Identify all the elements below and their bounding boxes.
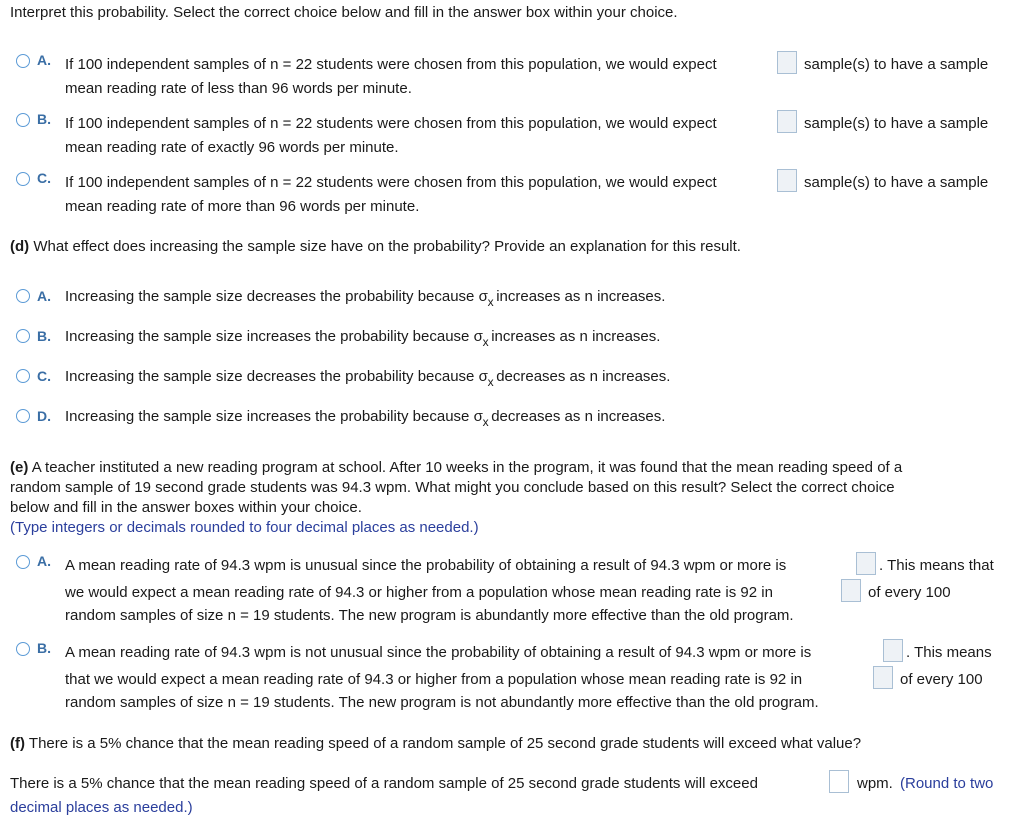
part-label: (d) <box>10 238 30 255</box>
radio-d-a[interactable] <box>16 289 30 303</box>
option-text: that we would expect a mean reading rate of 94.3 or higher from a population whose mean reading rate is 92 in <box>65 671 803 688</box>
sigma-x-bar-symbol <box>473 328 489 349</box>
option-letter: B. <box>37 640 51 656</box>
option-text-post: decreases as n increases. <box>496 368 671 385</box>
option-text: we would expect a mean reading rate of 94.3 or higher from a population whose mean reading rate is 92 in <box>65 584 773 601</box>
option-text: mean reading rate of more than 96 words per minute. <box>65 198 420 215</box>
option-text: If 100 independent samples of n = 22 students were chosen from this population, we would expect <box>65 115 717 132</box>
radio-d-d[interactable] <box>16 409 30 423</box>
option-letter: B. <box>37 328 51 344</box>
option-text-pre: Increasing the sample size decreases the probability because <box>65 288 475 305</box>
option-text: random samples of size n = 19 students. The new program is not abundantly more effective than the old program. <box>65 694 819 711</box>
question-text: There is a 5% chance that the mean reading speed of a random sample of 25 second grade students will exceed what value? <box>28 735 862 752</box>
sigma-x-bar-symbol <box>473 408 489 429</box>
radio-d-b[interactable] <box>16 329 30 343</box>
answer-box-c-b[interactable] <box>777 110 797 133</box>
sigma-glyph: σ <box>473 408 483 425</box>
part-f-hint: (Round to two <box>900 775 994 792</box>
option-text: sample(s) to have a sample <box>804 56 989 73</box>
option-text <box>65 288 666 309</box>
answer-box-e-b-probability[interactable] <box>883 639 903 662</box>
x-bar-subscript: x <box>482 415 489 429</box>
option-text: If 100 independent samples of n = 22 students were chosen from this population, we would expect <box>65 56 717 73</box>
option-text: of every 100 <box>868 584 951 601</box>
sigma-x-bar-symbol <box>478 368 494 389</box>
radio-d-c[interactable] <box>16 369 30 383</box>
answer-box-c-a[interactable] <box>777 51 797 74</box>
option-text <box>65 408 666 429</box>
part-f-answer-text: There is a 5% chance that the mean reading speed of a random sample of 25 second grade students will exceed <box>10 775 758 792</box>
option-letter: D. <box>37 408 51 424</box>
radio-c-c[interactable] <box>16 172 30 186</box>
option-text-post: increases as n increases. <box>491 328 661 345</box>
option-text-pre: Increasing the sample size decreases the probability because <box>65 368 475 385</box>
x-bar-subscript: x <box>487 295 494 309</box>
option-text: mean reading rate of less than 96 words per minute. <box>65 80 412 97</box>
part-e-line2: random sample of 19 second grade students was 94.3 wpm. What might you conclude based on this result? Select the correct choice <box>10 479 895 496</box>
answer-box-e-a-count[interactable] <box>841 579 861 602</box>
part-f-unit: wpm. <box>857 775 893 792</box>
option-letter: A. <box>37 553 51 569</box>
answer-box-f[interactable] <box>829 770 849 793</box>
sigma-glyph: σ <box>478 288 488 305</box>
x-bar-subscript: x <box>487 375 494 389</box>
option-text: . This means that <box>879 557 994 574</box>
option-text: sample(s) to have a sample <box>804 174 989 191</box>
radio-e-a[interactable] <box>16 555 30 569</box>
answer-box-e-a-probability[interactable] <box>856 552 876 575</box>
part-label: (e) <box>10 459 29 476</box>
radio-c-a[interactable] <box>16 54 30 68</box>
option-text-pre: Increasing the sample size increases the probability because <box>65 328 470 345</box>
intro-text: Interpret this probability. Select the correct choice below and fill in the answer box within your choice. <box>10 4 678 21</box>
option-letter: C. <box>37 170 51 186</box>
question-text: What effect does increasing the sample size have on the probability? Provide an explanation for this result. <box>33 238 741 255</box>
option-letter: C. <box>37 368 51 384</box>
x-bar-subscript: x <box>482 335 489 349</box>
option-letter: A. <box>37 52 51 68</box>
part-label: (f) <box>10 735 25 752</box>
answer-box-c-c[interactable] <box>777 169 797 192</box>
option-text <box>65 368 671 389</box>
answer-box-e-b-count[interactable] <box>873 666 893 689</box>
radio-c-b[interactable] <box>16 113 30 127</box>
option-text-pre: Increasing the sample size increases the probability because <box>65 408 470 425</box>
sigma-glyph: σ <box>478 368 488 385</box>
part-e-line1 <box>10 459 902 476</box>
sigma-x-bar-symbol <box>478 288 494 309</box>
option-text: If 100 independent samples of n = 22 students were chosen from this population, we would expect <box>65 174 717 191</box>
part-e-hint: (Type integers or decimals rounded to four decimal places as needed.) <box>10 519 479 536</box>
part-f-hint-cont: decimal places as needed.) <box>10 799 193 816</box>
part-d-question <box>10 238 741 255</box>
question-text: A teacher instituted a new reading program at school. After 10 weeks in the program, it was found that the mean reading speed of a <box>31 459 903 476</box>
option-text-post: decreases as n increases. <box>491 408 666 425</box>
option-letter: B. <box>37 111 51 127</box>
sigma-glyph: σ <box>473 328 483 345</box>
option-letter: A. <box>37 288 51 304</box>
option-text: A mean reading rate of 94.3 wpm is unusual since the probability of obtaining a result of 94.3 wpm or more is <box>65 557 787 574</box>
option-text <box>65 328 661 349</box>
part-e-line3: below and fill in the answer boxes within your choice. <box>10 499 362 516</box>
radio-e-b[interactable] <box>16 642 30 656</box>
option-text: random samples of size n = 19 students. The new program is abundantly more effective than the old program. <box>65 607 794 624</box>
option-text-post: increases as n increases. <box>496 288 666 305</box>
option-text: of every 100 <box>900 671 983 688</box>
option-text: mean reading rate of exactly 96 words per minute. <box>65 139 399 156</box>
option-text: . This means <box>906 644 992 661</box>
option-text: sample(s) to have a sample <box>804 115 989 132</box>
option-text: A mean reading rate of 94.3 wpm is not unusual since the probability of obtaining a result of 94.3 wpm or more is <box>65 644 812 661</box>
part-f-question <box>10 735 861 752</box>
